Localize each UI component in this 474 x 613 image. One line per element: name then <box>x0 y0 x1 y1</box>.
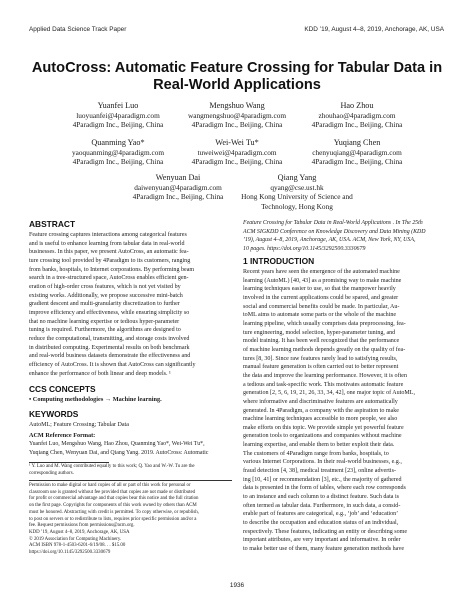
ccs-heading: CCS CONCEPTS <box>29 384 96 394</box>
introduction-line: where informative and discriminative features are automatically <box>243 398 398 405</box>
introduction-line: ing [10, 41] or recommendation [3], etc., the majority of gathered <box>243 476 402 483</box>
author-affiliation: 4Paradigm Inc., Beijing, China <box>72 120 164 130</box>
introduction-line: involved in the current applications could be spared, and greater <box>243 294 399 301</box>
author-name: Qiang Yang <box>277 173 317 182</box>
acm-reference-continued <box>243 219 446 253</box>
acm-reference-line: Feature Crossing for Tabular Data in Real-World Applications . In The 25th <box>243 220 423 226</box>
abstract-line: businesses. In this paper, we present AutoCross, an automatic fea- <box>29 249 189 256</box>
introduction-line: learning pipeline, which usually comprises data preprocessing, fea- <box>243 320 406 327</box>
permission-divider <box>29 480 232 481</box>
keywords-heading: KEYWORDS <box>29 409 79 419</box>
author-affiliation: 4Paradigm Inc., Beijing, China <box>311 157 403 167</box>
introduction-line: data is presented in the form of tables, where each row corresponds <box>243 485 406 492</box>
abstract-line: gradient descent and multi-granularity discretization to further <box>29 301 180 308</box>
abstract-body <box>29 231 232 378</box>
author-affiliation: 4Paradigm Inc., Beijing, China <box>191 157 283 167</box>
author-email: yaoquanming@4paradigm.com <box>71 147 165 157</box>
permission-line: on the first page. Copyrights for components of this work owned by others than ACM <box>29 503 197 509</box>
introduction-heading: 1 INTRODUCTION <box>243 256 315 266</box>
introduction-line: erable part of features are categorical, e.g., ‘job’ and ‘education’ <box>243 511 399 518</box>
author-name: Yuanfei Luo <box>97 101 139 110</box>
author-email: qyang@cse.ust.hk <box>270 182 324 192</box>
paper-title-line: AutoCross: Automatic Feature Crossing for Tabular Data in <box>31 60 443 76</box>
author-email: wangmengshuo@4paradigm.com <box>187 110 287 120</box>
abstract-line: enhance the performance of both linear and deep models. ¹ <box>29 370 171 377</box>
paper-title <box>0 60 474 94</box>
introduction-line: various Internet Corporations. In their real-world businesses, e.g., <box>243 459 402 466</box>
abstract-line: existing works. Additionally, we propose successive mini-batch <box>29 292 183 299</box>
acm-reference-line: ’19), August 4–8, 2019, Anchorage, AK, USA. ACM, New York, NY, USA, <box>243 237 416 243</box>
introduction-line: the data and improve the learning performance. However, it is often <box>243 372 407 379</box>
introduction-line: social and commercial benefits could be made. In particular, Au- <box>243 303 400 310</box>
abstract-line: ture crossing tool provided by 4Paradigm to its customers, ranging <box>29 257 191 264</box>
introduction-line: machine learning techniques accessible to more people, we also <box>243 416 398 423</box>
permission-line: must be honored. Abstracting with credit is permitted. To copy otherwise, or republish, <box>29 509 199 515</box>
abstract-line: and real-world business datasets demonstrate the effectiveness and <box>29 353 191 360</box>
introduction-line: The customers of 4Paradigm range from banks, hospitals, to <box>243 450 389 457</box>
introduction-body <box>243 268 446 554</box>
author-affiliation: Hong Kong University of Science and <box>241 192 353 202</box>
author-block <box>282 138 432 167</box>
introduction-line: learning expertise, and enable them to better exploit their data. <box>243 442 395 449</box>
author-name: Yuqiang Chen <box>333 138 381 147</box>
introduction-line: Recent years have seen the emergence of the automated machine <box>243 269 400 275</box>
permission-line: classroom use is granted without fee provided that copies are not made or distributed <box>29 489 196 495</box>
keywords-text: AutoML; Feature Crossing; Tabular Data <box>29 422 129 428</box>
author-email: daiwenyuan@4paradigm.com <box>134 182 222 192</box>
paper-title-line: Real-World Applications <box>153 77 321 93</box>
acm-reference-line: Yuanfei Luo, Mengshuo Wang, Hao Zhou, Quanming Yao*, Wei-Wei Tu*, <box>29 441 205 447</box>
author-name: Hao Zhou <box>340 101 374 110</box>
abstract-line: eration of high-order cross features, which is not yet visited by <box>29 283 181 290</box>
introduction-line: learning techniques easier to use, so that the manpower heavily <box>243 286 396 293</box>
permission-line: ACM ISBN 978-1-4503-6201-6/19/08. . . $15.00 <box>29 543 126 549</box>
acm-reference-text <box>29 440 232 457</box>
permission-line: KDD ’19, August 4–8, 2019, Anchorage, AK, USA <box>29 529 130 535</box>
permission-line: © 2019 Association for Computing Machinery. <box>29 536 122 542</box>
abstract-line: improve efficiency and effectiveness, while ensuring simplicity so <box>29 309 190 316</box>
introduction-line: tures [8, 30]. Since raw features rarely lead to satisfying results, <box>243 355 398 362</box>
footnote-line: corresponding authors. <box>29 470 74 476</box>
author-block <box>222 173 372 211</box>
author-email: luoyuanfei@4paradigm.com <box>76 110 160 120</box>
abstract-line: search in a tree-structured space, AutoCross enables efficient gen- <box>29 275 189 282</box>
introduction-line: fraud detection [4, 38], medical treatment [23], online advertis- <box>243 468 396 475</box>
acm-reference-line: ACM SIGKDD Conference on Knowledge Discovery and Data Mining (KDD <box>243 228 426 235</box>
introduction-line: a tedious and task-specific work. This motivates automatic feature <box>243 381 404 388</box>
abstract-line: Feature crossing captures interactions among categorical features <box>29 232 187 238</box>
author-affiliation: 4Paradigm Inc., Beijing, China <box>191 120 283 130</box>
running-header-right: KDD ’19, August 4–8, 2019, Anchorage, AK, USA <box>304 26 444 33</box>
permission-line: to post on servers or to redistribute to lists, requires prior specific permission and/or a <box>29 516 197 522</box>
author-email: zhouhao@4paradigm.com <box>318 110 396 120</box>
footnote-line: ¹ Y. Luo and M. Wang contributed equally to this work; Q. Yao and W.-W. Tu are the <box>29 464 195 469</box>
author-name: Wei-Wei Tu* <box>215 138 259 147</box>
acm-reference-line: Yuqiang Chen, Wenyuan Dai, and Qiang Yang. 2019. AutoCross: Automatic <box>29 449 209 456</box>
permission-block <box>29 483 234 557</box>
introduction-line: ture engineering, model selection, hyper-parameter tuning, and <box>243 329 396 336</box>
author-affiliation: 4Paradigm Inc., Beijing, China <box>72 157 164 167</box>
author-name: Wenyuan Dai <box>155 173 201 182</box>
footnote-divider <box>29 462 109 463</box>
abstract-line: from banks, hospitals, to Internet corporations. By performing beam <box>29 266 195 273</box>
acm-reference-line: 10 pages. https://doi.org/10.1145/3292500.3330679 <box>243 245 366 252</box>
introduction-line: generated. In 4Paradigm, a company with the aspiration to make <box>243 407 399 414</box>
introduction-line: to make better use of them, many feature generation methods have <box>243 546 405 552</box>
author-affiliation: 4Paradigm Inc., Beijing, China <box>132 192 224 202</box>
permission-line: https://doi.org/10.1145/3292500.3330679 <box>29 550 111 556</box>
introduction-line: to describe the occupation and education status of an individual, <box>243 520 399 527</box>
abstract-line: efficiency of AutoCross. It is shown that AutoCross can significantly <box>29 361 196 368</box>
introduction-line: important attributes, are very important and informative. In order <box>243 537 401 544</box>
author-name: Mengshuo Wang <box>209 101 265 110</box>
abstract-heading: ABSTRACT <box>29 219 76 229</box>
abstract-line: and is useful to enhance learning from tabular data in real-world <box>29 240 185 247</box>
page-number: 1936 <box>229 582 245 589</box>
introduction-line: respectively. These features, indicating an entity or describing some <box>243 528 408 535</box>
author-affiliation: Technology, Hong Kong <box>261 201 333 211</box>
acm-reference-heading: ACM Reference Format: <box>29 432 96 439</box>
introduction-line: make efforts on this topic. We provide simple yet powerful feature <box>243 424 404 431</box>
introduction-line: manual feature generation is often carried out to better represent <box>243 364 399 371</box>
abstract-line: reduce the computational, transmitting, and storage costs involved <box>29 335 190 342</box>
introduction-line: generation [2, 5, 6, 19, 21, 26, 33, 34, 42], one major topic of AutoML, <box>243 390 415 397</box>
introduction-line: toML aims to automate some parts or the whole of the machine <box>243 312 397 319</box>
abstract-line: that no machine learning expertise or tedious hyper-parameter <box>29 318 180 325</box>
ccs-concepts-item: • Computing methodologies → Machine learning. <box>29 396 162 403</box>
author-email: chenyuqiang@4paradigm.com <box>312 147 402 157</box>
introduction-line: of machine learning methods depends greatly on the quality of fea- <box>243 346 406 353</box>
introduction-line: to an instance and each column to a distinct feature. Such data is <box>243 494 399 501</box>
permission-line: for profit or commercial advantage and that copies bear this notice and the full citation <box>29 496 199 502</box>
author-affiliation: 4Paradigm Inc., Beijing, China <box>311 120 403 130</box>
author-footnote <box>29 464 232 477</box>
author-email: tuweiwei@4paradigm.com <box>197 147 277 157</box>
author-block <box>282 101 432 130</box>
introduction-line: often termed as tabular data. Furthermore, in such data, a consid- <box>243 502 401 509</box>
permission-line: fee. Request permissions from permissions@acm.org. <box>29 523 135 529</box>
introduction-line: learning (AutoML) [40, 43] as a promising way to make machine <box>243 277 402 284</box>
introduction-line: generation tools to organizations and companies without machine <box>243 433 402 440</box>
introduction-line: model training. It has been well recognized that the performance <box>243 338 400 345</box>
abstract-line: tuning is required. Furthermore, the algorithms are designed to <box>29 327 181 334</box>
permission-line: Permission to make digital or hard copies of all or part of this work for personal or <box>29 483 191 488</box>
author-name: Quanming Yao* <box>91 138 145 147</box>
running-header-left: Applied Data Science Track Paper <box>29 26 127 33</box>
abstract-line: in distributed computing. Experimental results on both benchmark <box>29 344 190 351</box>
